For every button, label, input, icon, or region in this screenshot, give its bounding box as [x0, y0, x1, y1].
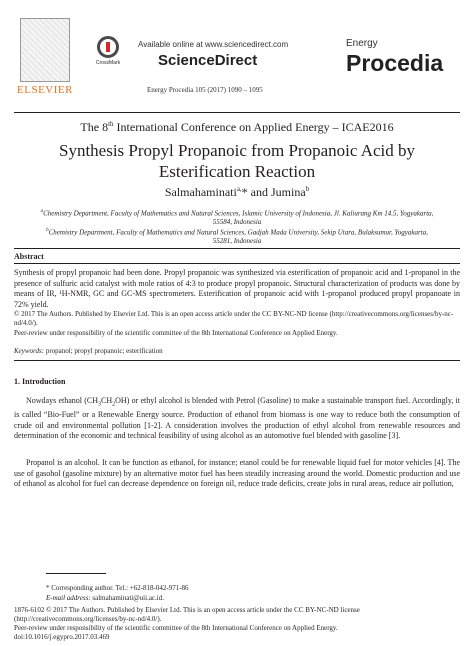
- affiliation-b-mark: b: [46, 228, 49, 233]
- author-2: and Jumina: [247, 185, 306, 199]
- footnote-divider: [46, 573, 106, 574]
- corresponding-mark: *: [241, 185, 248, 199]
- author-1-affil: a,: [236, 185, 242, 193]
- journal-logo: [346, 38, 458, 94]
- header-divider: [14, 112, 460, 113]
- keywords-value: propanol; propyl propanoic; esterification: [44, 347, 163, 355]
- affiliation-a-text: Chemistry Department, Faculty of Mathematics and Natural Sciences, Islamic University of Indonesia, Jl. Kaliurang Km 14.5, Yogyakarta, 55584, Indonesia: [43, 209, 434, 227]
- available-online-line: [138, 40, 288, 49]
- elsevier-logo: [14, 14, 76, 98]
- abstract-peer-review: Peer-review under responsibility of the scientific committee of the 8th International Conference on Applied Energy.: [14, 329, 338, 337]
- intro-paragraph-2: Propanol is an alcohol. It can be function as ethanol, for instance; etanol could be for renewable liquid fuel for motor vehicles [4]. The use of gasohol (gasoline mixture) by an alternative motor fuel has been steadily increasing around the world. Domestic production and use of ethanol as alcohol for fuel can decrease dependence on foreign oil, reduce trade deficits, create jobs in rural areas, reduce air pollution,: [14, 458, 460, 488]
- intro-p1-sub-2: 2: [112, 401, 116, 408]
- footer-line-1: 1876-6102 © 2017 The Authors. Published by Elsevier Ltd. This is an open access article under the CC BY-NC-ND license: [14, 606, 360, 614]
- crossmark-label: CrossMark: [95, 60, 121, 66]
- elsevier-wordmark: ELSEVIER: [17, 84, 73, 96]
- abstract-heading: Abstract: [14, 252, 44, 261]
- page-header: [0, 0, 474, 112]
- keywords-label: Keywords:: [14, 347, 45, 355]
- journal-name-small: Energy: [346, 38, 378, 49]
- conference-line: [0, 120, 474, 135]
- abstract-body: Synthesis of propyl propanoic had been done. Propyl propanoic was synthesized via esterification of propanoic acid and 1-propanol in the presence of sulfuric acid catalyst with mole ratios of 4:3 to produce propyl propanoic. Structural characterization of products was done by means of IR, ¹H-NMR, GC and GC-MS spectrometers. Esterification of propanoic acid with 1-propanol produced propyl propanoate in 72% yield.: [14, 268, 460, 309]
- journal-citation: Energy Procedia 105 (2017) 1090 – 1095: [147, 86, 263, 94]
- abstract-bottom-rule: [14, 360, 460, 361]
- elsevier-tree-icon: [20, 18, 70, 82]
- intro-p1-part-a: Nowdays ethanol (CH: [26, 396, 99, 405]
- sciencedirect-url-link[interactable]: www.sciencedirect.com: [205, 40, 289, 49]
- conference-prefix: The 8: [80, 120, 109, 134]
- footer-license-link[interactable]: (http://creativecommons.org/licenses/by-nc-nd/4.0/).: [14, 615, 162, 623]
- author-1: Salmahaminati: [164, 185, 237, 199]
- email-value[interactable]: salmahaminati@uii.ac.id.: [90, 594, 164, 602]
- intro-p1-sub-1: 3: [98, 401, 102, 408]
- abstract-heading-rule: [14, 263, 460, 264]
- available-prefix: Available online at: [138, 40, 206, 49]
- conference-suffix: International Conference on Applied Energy – ICAE2016: [113, 120, 394, 134]
- abstract-copyright: © 2017 The Authors. Published by Elsevier Ltd. This is an open access article under the CC BY-NC-ND license (http://creativecommons.org/licenses/by-nc-nd/4.0/).: [14, 310, 454, 327]
- affiliation-a-mark: a: [40, 209, 44, 214]
- author-line: [0, 185, 474, 200]
- abstract-top-rule: [14, 248, 460, 249]
- conference-ordinal: th: [108, 120, 114, 128]
- introduction-heading: 1. Introduction: [14, 377, 66, 386]
- crossmark-badge[interactable]: [95, 36, 121, 70]
- intro-paragraph-1: [14, 396, 460, 442]
- footnote-corresponding: * Corresponding author. Tel.: +62-818-042-971-86: [46, 584, 189, 592]
- footer-peer-review: Peer-review under responsibility of the scientific committee of the 8th International Conference on Applied Energy.: [14, 624, 338, 632]
- crossmark-icon: [97, 36, 119, 58]
- keywords-line: [14, 347, 460, 356]
- sciencedirect-wordmark: ScienceDirect: [158, 52, 258, 69]
- affiliation-a: [40, 207, 434, 227]
- affiliation-b-text: Chemistry Department, Faculty of Mathematics and Natural Sciences, Gadjah Mada University, Sekip Utara, Bulaksumur, Yogyakarta, 55281, Indonesia: [48, 228, 428, 246]
- intro-p1-part-c: OH) or ethyl alcohol is blended with Petrol (Gasoline) to make a sustainable transport fuel. Accordingly, it is called “Bio-Fuel” or a Renewable Energy source. Production of ethanol from biomass is one way to reduce both the consumption of crude oil and environmental pollution [1-2]. A consideration involves the production of ethyl alcohol from renewable resources and determination of the economic and technical feasibility of using alcohol as an automotive fuel blended with gasoline [3].: [14, 396, 460, 441]
- footnote-email: [46, 594, 346, 603]
- email-label: E-mail address:: [46, 594, 91, 602]
- author-2-affil: b: [305, 185, 310, 193]
- paper-title: Synthesis Propyl Propanoic from Propanoic Acid by Esterification Reaction: [58, 141, 416, 181]
- intro-p1-part-b: CH: [101, 396, 113, 405]
- journal-name-large: Procedia: [346, 50, 444, 76]
- affiliation-b: [40, 226, 434, 246]
- footer-doi[interactable]: doi:10.1016/j.egypro.2017.03.469: [14, 633, 110, 641]
